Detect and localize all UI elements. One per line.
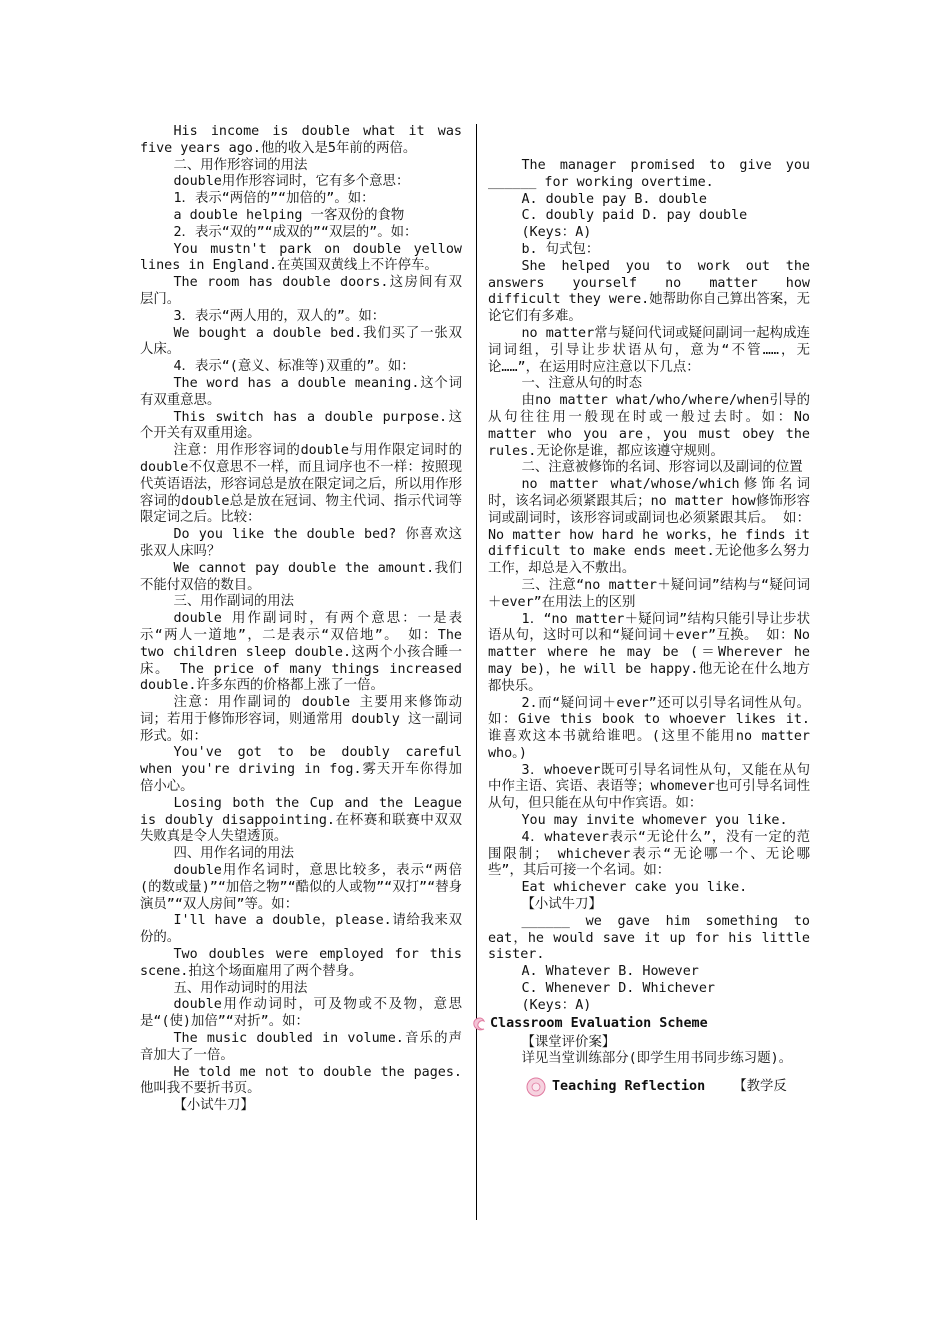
paragraph: A. double pay B. double [521,191,707,207]
paragraph: 二、用作形容词的用法 [173,157,308,173]
paragraph: double用作名词时，意思比较多，表示“两倍(的数或量)”“加倍之物”“酷似的人或物”“双打”“替身演员”“双人房间”等。如： [140,863,462,912]
left-column [140,124,462,1115]
paragraph: 三、注意“no matter＋疑问词”结构与“疑问词＋ever”在用法上的区别 [488,577,810,610]
paragraph: The music doubled in volume.音乐的声音加大了一倍。 [140,1031,462,1063]
paragraph: We bought a double bed.我们买了一张双人床。 [140,325,462,358]
paragraph: no matter常与疑问代词或疑问副词一起构成连词词组，引导让步状语从句，意为“不管……，无论……”，在运用时应注意以下几点： [488,325,810,375]
paragraph: 4．whatever表示“无论什么”，没有一定的范围限制； whichever表示“无论哪一个、无论哪些”，其后可接一个名词。如： [488,829,810,879]
paragraph: 五、用作动词时的用法 [173,980,308,996]
paragraph: Do you like the double bed? 你喜欢这张双人床吗？ [140,527,462,559]
flower-icon [470,1015,490,1035]
evaluation-title-en: Classroom Evaluation Scheme [490,1016,708,1032]
paragraph: I'll have a double，please.请给我来双份的。 [140,913,462,946]
paragraph: You've got to be doubly careful when you're driving in fog.雾天开车你得加倍小心。 [140,745,462,795]
reflection-title-en: Teaching Reflection [552,1078,706,1094]
column-divider [476,124,477,1220]
reflection-title-cn: 【教学反 [733,1078,787,1094]
paragraph: double用作形容词时，它有多个意思： [173,174,410,190]
paragraph: a double helping 一客双份的食物 [173,207,405,223]
paragraph: 四、用作名词的用法 [173,846,295,862]
paragraph: A. Whatever B. However [521,964,699,980]
paragraph: He told me not to double the pages.他叫我不要折书页。 [140,1064,462,1097]
paragraph: 二、注意被修饰的名词、形容词以及副词的位置 [521,460,803,476]
paragraph: 【小试牛刀】 [173,1098,254,1114]
evaluation-title-cn: 【课堂评价案】 [521,1034,616,1050]
paragraph: We cannot pay double the amount.我们不能付双倍的数目。 [140,560,462,593]
paragraph: 4．表示“(意义、标准等)双重的”。如： [173,359,415,375]
paragraph: You mustn't park on double yellow lines in England.在英国双黄线上不许停车。 [140,241,462,274]
paragraph: 注意：用作副词的 double 主要用来修饰动词；若用于修饰形容词，则通常用 doubly 这一副词形式。如： [140,695,462,744]
paragraph: 3．whoever既可引导名词性从句，又能在从句中作主语、宾语、表语等；whomever也可引导名词性从句，但只能在从句中作宾语。如： [488,762,810,812]
paragraph: The room has double doors.这房间有双层门。 [140,275,462,307]
paragraph: ______ we gave him something to eat，he would save it up for his little sister. [488,913,810,963]
paragraph: You may invite whomever you like. [521,813,788,829]
paragraph: (Keys：A) [521,225,592,241]
paragraph: 2.而“疑问词＋ever”还可以引导名词性从句。 如：Give this book to whoever likes it.谁喜欢这本书就给谁吧。(这里不能用no matter who。) [488,695,810,761]
paragraph: C. Whenever D. Whichever [521,981,715,997]
paragraph: His income is double what it was five years ago.他的收入是5年前的两倍。 [140,124,462,156]
paragraph: The word has a double meaning.这个词有双重意思。 [140,375,462,408]
paragraph: 三、用作副词的用法 [173,594,295,610]
paragraph: 由no matter what/who/where/when引导的从句往往用一般现在时或一般过去时。如：No matter who you are，you must obey the rules.无论你是谁，都应该遵守规则。 [488,393,810,459]
right-column [488,158,810,1100]
paragraph: 3．表示“两人用的，双人的”。如： [173,308,386,324]
paragraph: 1．表示“两倍的”“加倍的”。如： [173,191,375,207]
paragraph: Two doubles were employed for this scene.拍这个场面雇用了两个替身。 [140,947,462,979]
paragraph: 一、注意从句的时态 [521,376,643,392]
paragraph: (Keys：A) [521,997,592,1013]
paragraph: C. doubly paid D. pay double [521,208,748,224]
paragraph: b. 句式包： [521,241,600,257]
evaluation-text: 详见当堂训练部分(即学生用书同步练习题)。 [521,1051,793,1067]
evaluation-heading [470,1015,810,1035]
paragraph: 2．表示“双的”“成双的”“双层的”。如： [173,224,418,240]
paragraph: double 用作副词时，有两个意思：一是表示“两人一道地”，二是表示“双倍地”。 如：The two children sleep double.这两个小孩合睡一床。 The price of many things increased double.许多东西的价格都上涨了一倍。 [140,611,462,694]
paragraph: This switch has a double purpose.这个开关有双重用途。 [140,409,462,442]
flower-icon [520,1074,552,1100]
paragraph: 【小试牛刀】 [521,897,602,913]
paragraph: 1．“no matter＋疑问词”结构只能引导让步状语从句，这时可以和“疑问词＋ever”互换。 如：No matter where he may be (＝Wherever he may be)，he will be happy.他无论在什么地方都快乐。 [488,611,810,694]
reflection-heading [520,1074,810,1100]
paragraph: double用作动词时，可及物或不及物，意思是“(使)加倍”“对折”。如： [140,997,462,1030]
paragraph: She helped you to work out the answers yourself no matter how difficult they were.她帮助你自己算出答案，无论它们有多难。 [488,258,810,325]
paragraph: no matter what/whose/which修饰名词时，该名词必须紧跟其后；no matter how修饰形容词或副词时，该形容词或副词也必须紧跟其后。 如：No matter how hard he works，he finds it difficult to make ends meet.无论他多么努力工作，却总是入不敷出。 [488,477,810,577]
paragraph: 注意：用作形容词的double与用作限定词时的double不仅意思不一样，而且词序也不一样：按照现代英语语法，形容词总是放在限定词之后，所以用作形容词的double总是放在冠词、物主代词、指示代词等限定词之后。比较： [140,443,462,526]
paragraph: Eat whichever cake you like. [521,880,748,896]
paragraph: Losing both the Cup and the League is doubly disappointing.在杯赛和联赛中双双失败真是令人失望透顶。 [140,795,462,845]
paragraph: The manager promised to give you ______ for working overtime. [488,158,810,190]
